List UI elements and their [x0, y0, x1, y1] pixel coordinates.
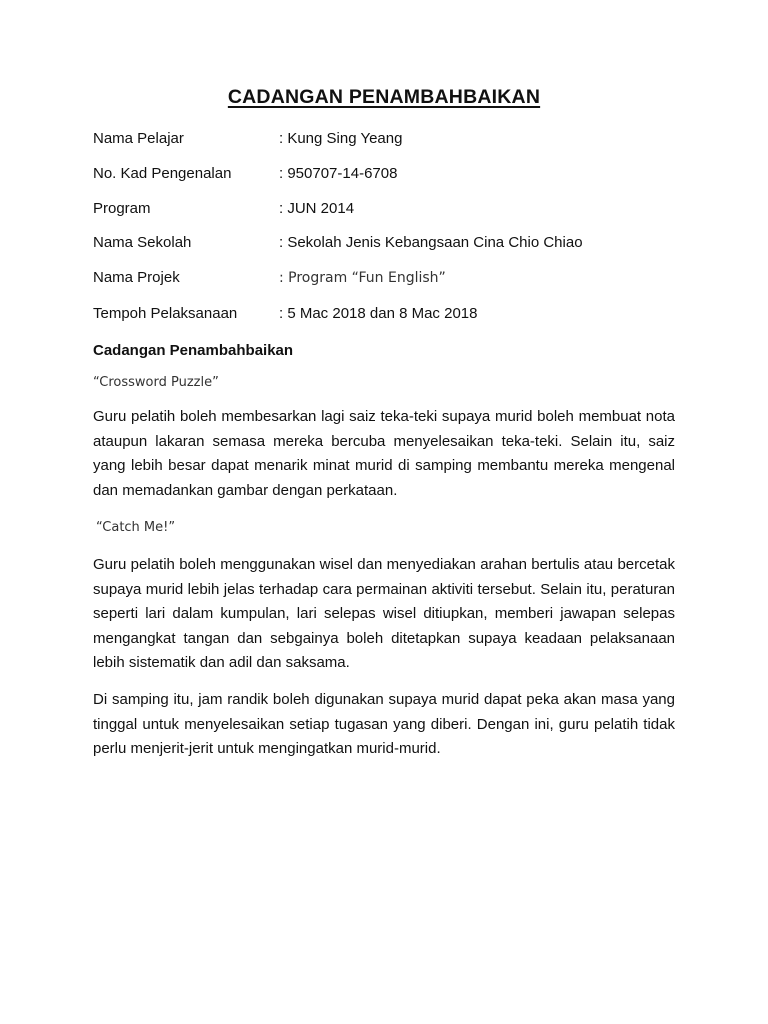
info-row-tempoh-pelaksanaan [93, 304, 477, 324]
info-label: No. Kad Pengenalan [93, 165, 232, 182]
info-row-nama-projek [93, 268, 446, 288]
info-label: Nama Projek [93, 269, 180, 286]
info-label: Nama Sekolah [93, 234, 192, 251]
activity-title-crossword: “Crossword Puzzle” [93, 375, 219, 390]
info-value: : Program “Fun English” [279, 270, 446, 286]
paragraph-catch-me-1: Guru pelatih boleh menggunakan wisel dan menyediakan arahan bertulis atau bercetak supaya murid lebih jelas terhadap cara permainan aktiviti tersebut. Selain itu, peraturan seperti lari dalam kumpulan, lari selepas wisel ditiupkan, memberi jawapan selepas mengangkat tangan dan sebgainya boleh ditetapkan supaya keadaan pelaksanaan lebih sistematik dan adil dan saksama. [93, 556, 675, 671]
info-value: : 950707-14-6708 [279, 165, 398, 182]
document-title-text: CADANGAN PENAMBAHBAIKAN [227, 86, 541, 108]
info-row-program [93, 199, 354, 219]
info-value: : Sekolah Jenis Kebangsaan Cina Chio Chiao [279, 234, 583, 251]
document-title [0, 86, 768, 109]
info-label: Tempoh Pelaksanaan [93, 305, 238, 322]
info-label: Program [93, 200, 151, 217]
info-value: : 5 Mac 2018 dan 8 Mac 2018 [279, 305, 478, 322]
section-heading: Cadangan Penambahbaikan [93, 342, 294, 359]
info-value: : Kung Sing Yeang [279, 130, 403, 147]
paragraph-crossword: Guru pelatih boleh membesarkan lagi saiz teka-teki supaya murid boleh membuat nota ataupun lakaran semasa mereka bercuba menyelesaikan teka-teki. Selain itu, saiz yang lebih besar dapat menarik minat murid di samping membantu mereka mengenal dan memadankan gambar dengan perkataan. [93, 408, 675, 499]
info-row-kad-pengenalan [93, 164, 397, 184]
info-label: Nama Pelajar [93, 130, 184, 147]
info-row-nama-sekolah [93, 233, 583, 253]
activity-title-catch-me: “Catch Me!” [96, 520, 176, 535]
paragraph-catch-me-2: Di samping itu, jam randik boleh digunakan supaya murid dapat peka akan masa yang tinggal untuk menyelesaikan setiap tugasan yang diberi. Dengan ini, guru pelatih tidak perlu menjerit-jerit untuk mengingatkan murid-murid. [93, 691, 675, 757]
info-value: : JUN 2014 [279, 200, 355, 217]
info-row-nama-pelajar [93, 129, 402, 149]
